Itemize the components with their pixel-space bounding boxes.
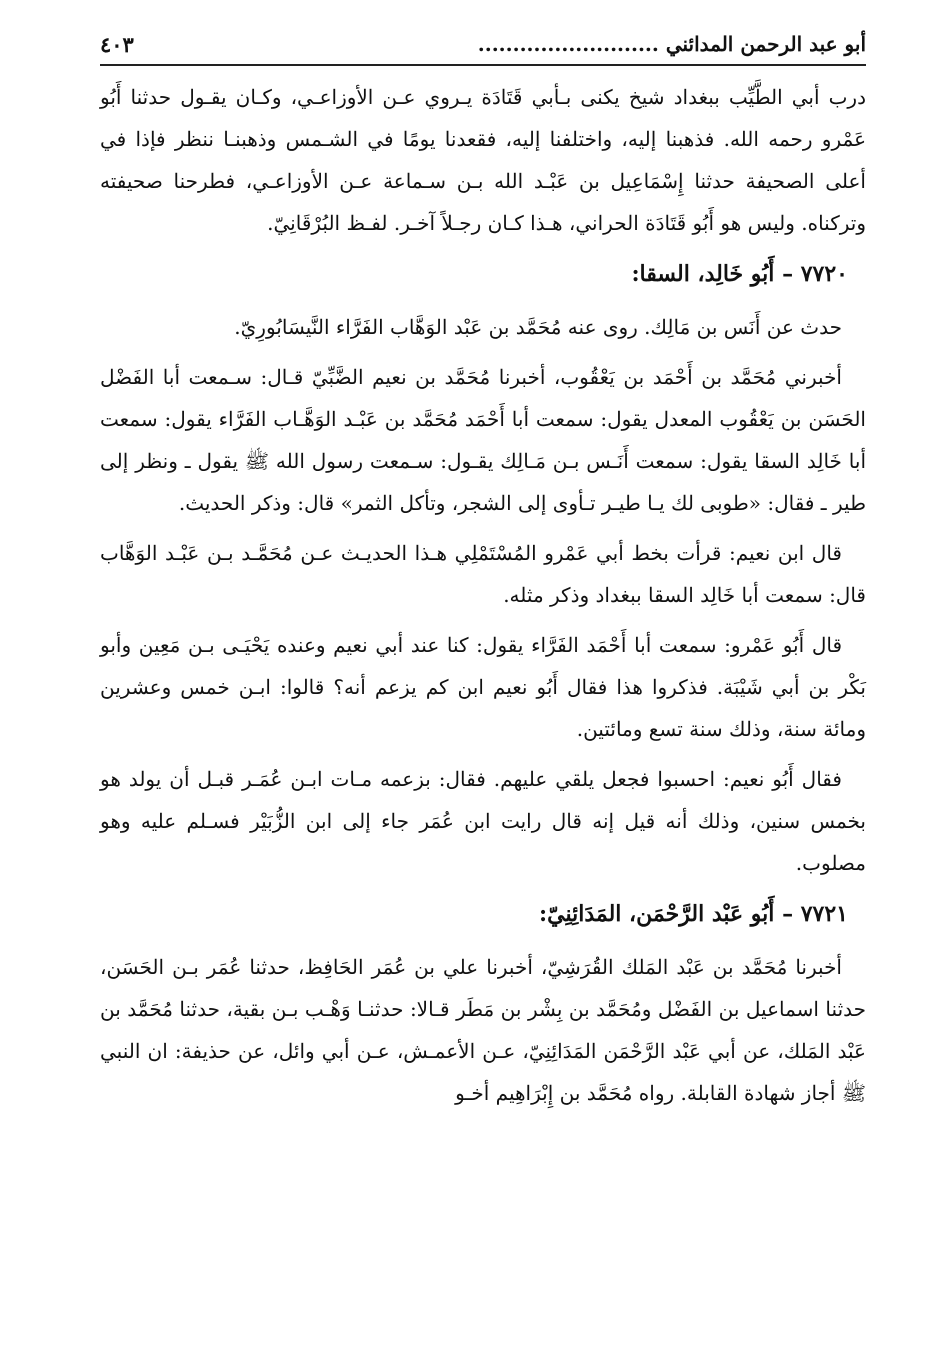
paragraph-entry-7720-intro: حدث عن أَنَس بن مَالِك. روى عنه مُحَمَّد بن عَبْد الوَهَّاب الفَرَّاء النَّيسَابُورِيّ. (234, 315, 842, 339)
paragraph-abu-nuaym-reckoning: فقال أَبُو نعيم: احسبوا فجعل يلقي عليهم. فقال: بزعمه مـات ابـن عُمَـر قبـل أن يولد هو بخمس سنين، وذلك أنه قيل إنه قال رايت ابن عُمَر جاء إلى ابن الزُّبَيْر فسـلم عليه وهو مصلوب. (100, 767, 866, 875)
paragraph-abu-amr: قال أَبُو عَمْرو: سمعت أبا أَحْمَد الفَرَّاء يقول: كنا عند أبي نعيم وعنده يَحْيَـى بـن مَعِين وأبو بَكْر بن أبي شَيْبَة. فذكروا هذا فقال أَبُو نعيم ابن كم يزعم أنه؟ قالوا: ابـن خمس وعشرين ومائة سنة، وذلك سنة تسع ومائتين. (100, 633, 866, 741)
entry-heading-7720: ٧٧٢٠ – أَبُو خَالِد، السقا: (631, 261, 848, 287)
title-dot-leader: .......................... (477, 32, 659, 56)
running-header (100, 30, 866, 66)
entry-heading-7721: ٧٧٢١ – أَبُو عَبْد الرَّحْمَن، المَدَائِنِيّ: (538, 901, 848, 927)
paragraph-entry-7720-isnad: أخبرني مُحَمَّد بن أَحْمَد بن يَعْقُوب، أخبرنا مُحَمَّد بن نعيم الضَّبِّيّ قـال: سـمعت أبا الفَضْل الحَسَن بن يَعْقُوب المعدل يقول: سمعت أبا أَحْمَد مُحَمَّد بن عَبْـد الوَهَّـاب الفَرَّاء يقول: سمعت أبا خَالِد السقا يقول: سمعت أَنَـس بـن مَـالِك يقـول: سـمعت رسول الله ﷺ يقول ـ ونظر إلى طير ـ فقال: «طوبى لك يـا طيـر تـأوى إلى الشجر، وتأكل الثمر» قال: وذكر الحديث. (100, 365, 866, 515)
paragraph-ibn-nuaym: قال ابن نعيم: قرأت بخط أبي عَمْرو المُسْتَمْلِي هـذا الحديـث عـن مُحَمَّـد بـن عَبْـد الوَهَّاب قال: سمعت أبا خَالِد السقا ببغداد وذكر مثله. (100, 541, 866, 607)
running-title (478, 32, 866, 56)
page-body (100, 76, 866, 1114)
paragraph-entry-7721-isnad: أخبرنا مُحَمَّد بن عَبْد المَلك القُرَشِيّ، أخبرنا علي بن عُمَر الحَافِظ، حدثنا عُمَر بـن الحَسَن، حدثنا اسماعيل بن الفَضْل ومُحَمَّد بن بِشْر بن مَطَر قـالا: حدثنـا وَهْـب بـن بقية، حدثنا مُحَمَّد بن عَبْد المَلك، عن أبي عَبْد الرَّحْمَن المَدَائِنِيّ، عـن الأعمـش، عـن أبي وائل، عن حذيفة: ان النبي ﷺ أجاز شهادة القابلة. رواه مُحَمَّد بن إِبْرَاهِيم أخـو (100, 955, 866, 1105)
page-number: ٤٠٣ (100, 32, 134, 57)
running-title-text: أبو عبد الرحمن المدائني (665, 32, 866, 56)
paragraph-continuation: درب أبي الطَّيِّب ببغداد شيخ يكنى بـأبي قَتَادَة يـروي عـن الأوزاعـي، وكـان يقـول حدثنا أَبُو عَمْرو رحمه الله. فذهبنا إليه، واختلفنا إليه، فقعدنا يومًا في الشـمس وذهبنـا ننظر فإذا في أعلى الصحيفة حدثنا إِسْمَاعِيل بن عَبْـد الله بـن سـماعة عـن الأوزاعـي، فطرحنا صحيفته وتركناه. وليس هو أَبُو قَتَادَة الحراني، هـذا كـان رجـلاً آخـر. لفـظ البُرْقَانِيّ. (100, 85, 866, 235)
